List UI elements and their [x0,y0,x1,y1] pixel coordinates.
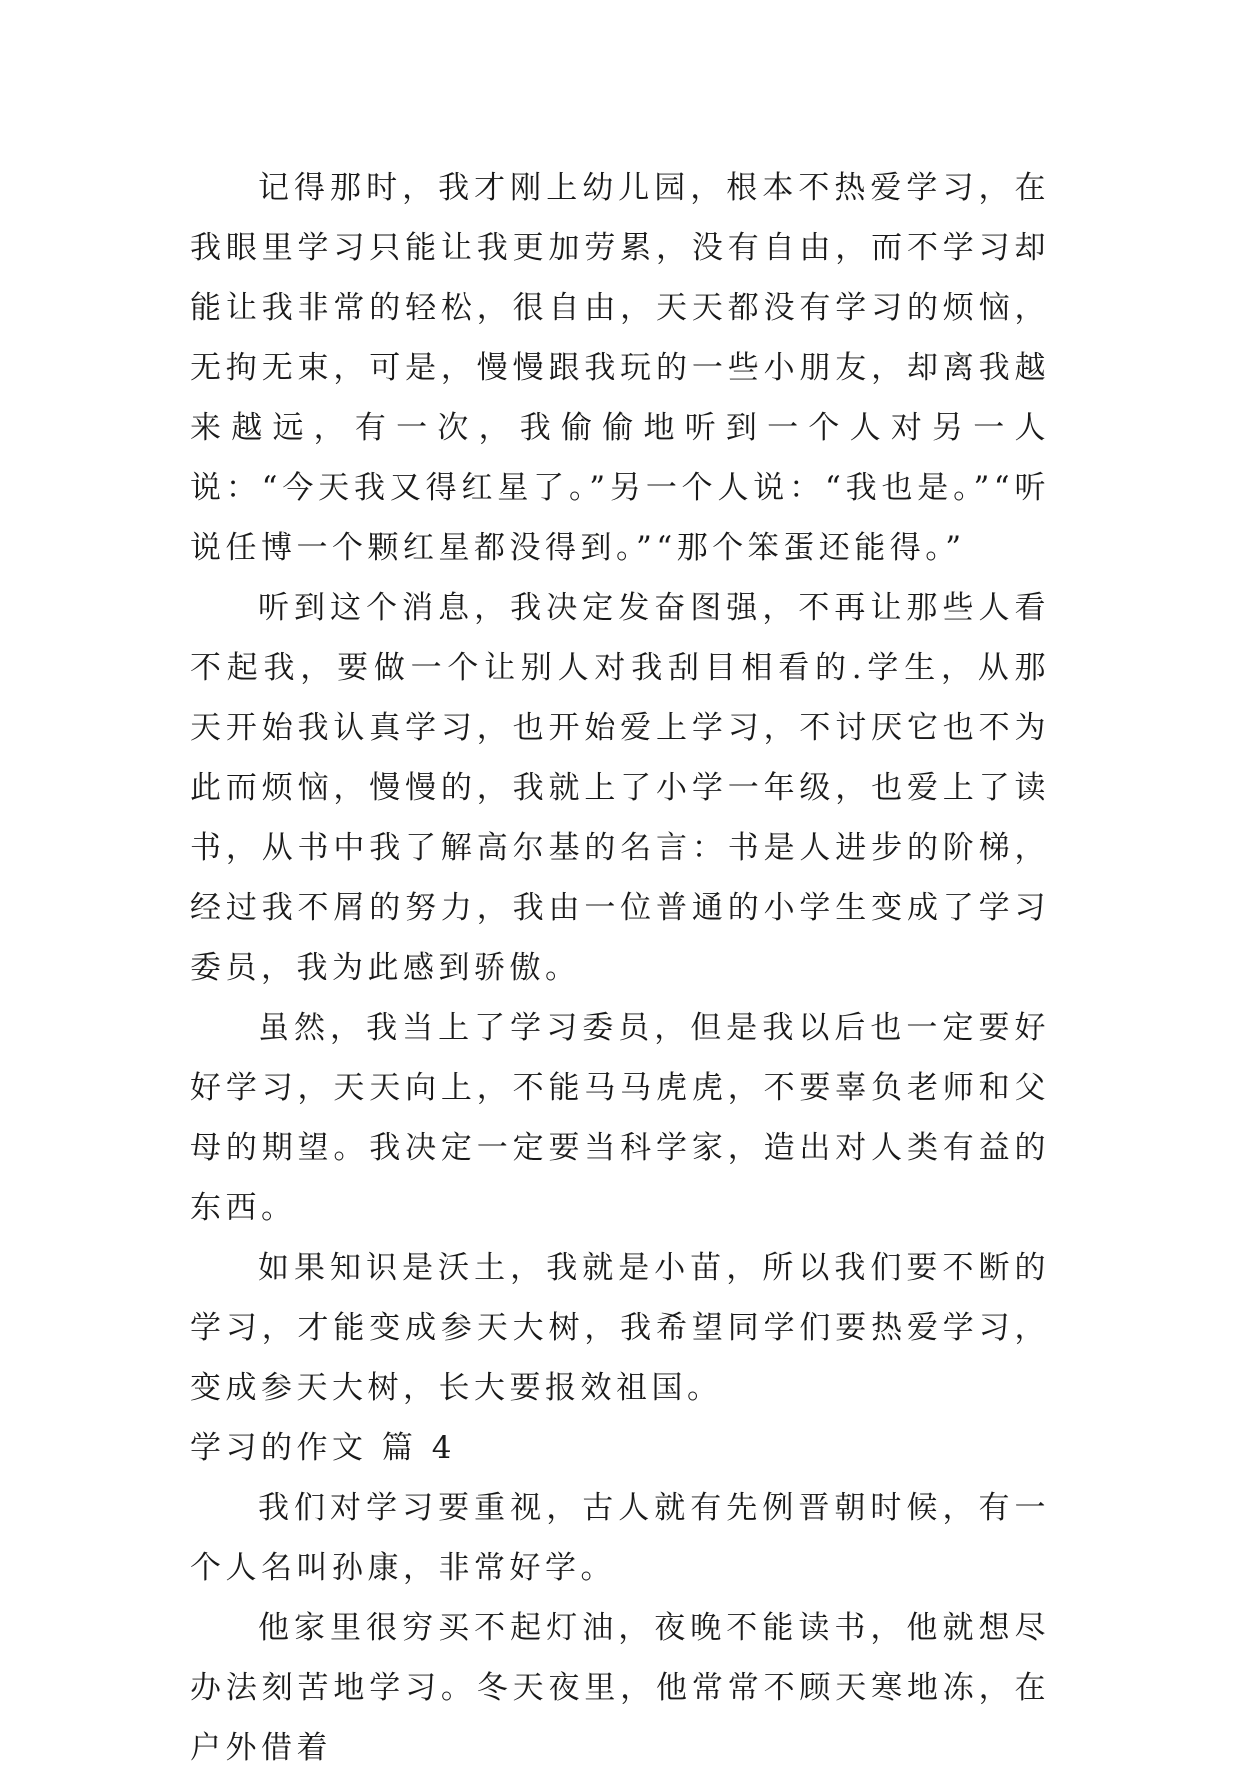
section-heading: 学习的作文 篇 4 [190,1430,456,1466]
paragraph-knowledge-soil: 如果知识是沃土，我就是小苗，所以我们要不断的学习，才能变成参天大树，我希望同学们要热爱学习，变成参天大树，长大要报效祖国。 [190,1250,1050,1406]
paragraph-poor-family: 他家里很穷买不起灯油，夜晚不能读书，他就想尽办法刻苦地学习。冬天夜里，他常常不顾天寒地冻，在户外借着 [190,1610,1050,1766]
paragraph-sun-kang: 我们对学习要重视，古人就有先例晋朝时候，有一个人名叫孙康，非常好学。 [190,1490,1050,1586]
document-body [190,158,1050,1778]
paragraph-memory-kindergarten: 记得那时，我才刚上幼儿园，根本不热爱学习，在我眼里学习只能让我更加劳累，没有自由，而不学习却能让我非常的轻松，很自由，天天都没有学习的烦恼，无拘无束，可是，慢慢跟我玩的一些小朋友，却离我越来越远，有一次，我偷偷地听到一个人对另一人说：“今天我又得红星了。”另一个人说：“我也是。”“听说任博一个颗红星都没得到。”“那个笨蛋还能得。” [190,170,1050,566]
paragraph-study-committee: 虽然，我当上了学习委员，但是我以后也一定要好好学习，天天向上，不能马马虎虎，不要辜负老师和父母的期望。我决定一定要当科学家，造出对人类有益的东西。 [190,1010,1050,1226]
paragraph-study-hard: 听到这个消息，我决定发奋图强，不再让那些人看不起我，要做一个让别人对我刮目相看的.学生，从那天开始我认真学习，也开始爱上学习，不讨厌它也不为此而烦恼，慢慢的，我就上了小学一年级，也爱上了读书，从书中我了解高尔基的名言：书是人进步的阶梯，经过我不屑的努力，我由一位普通的小学生变成了学习委员，我为此感到骄傲。 [190,590,1050,986]
